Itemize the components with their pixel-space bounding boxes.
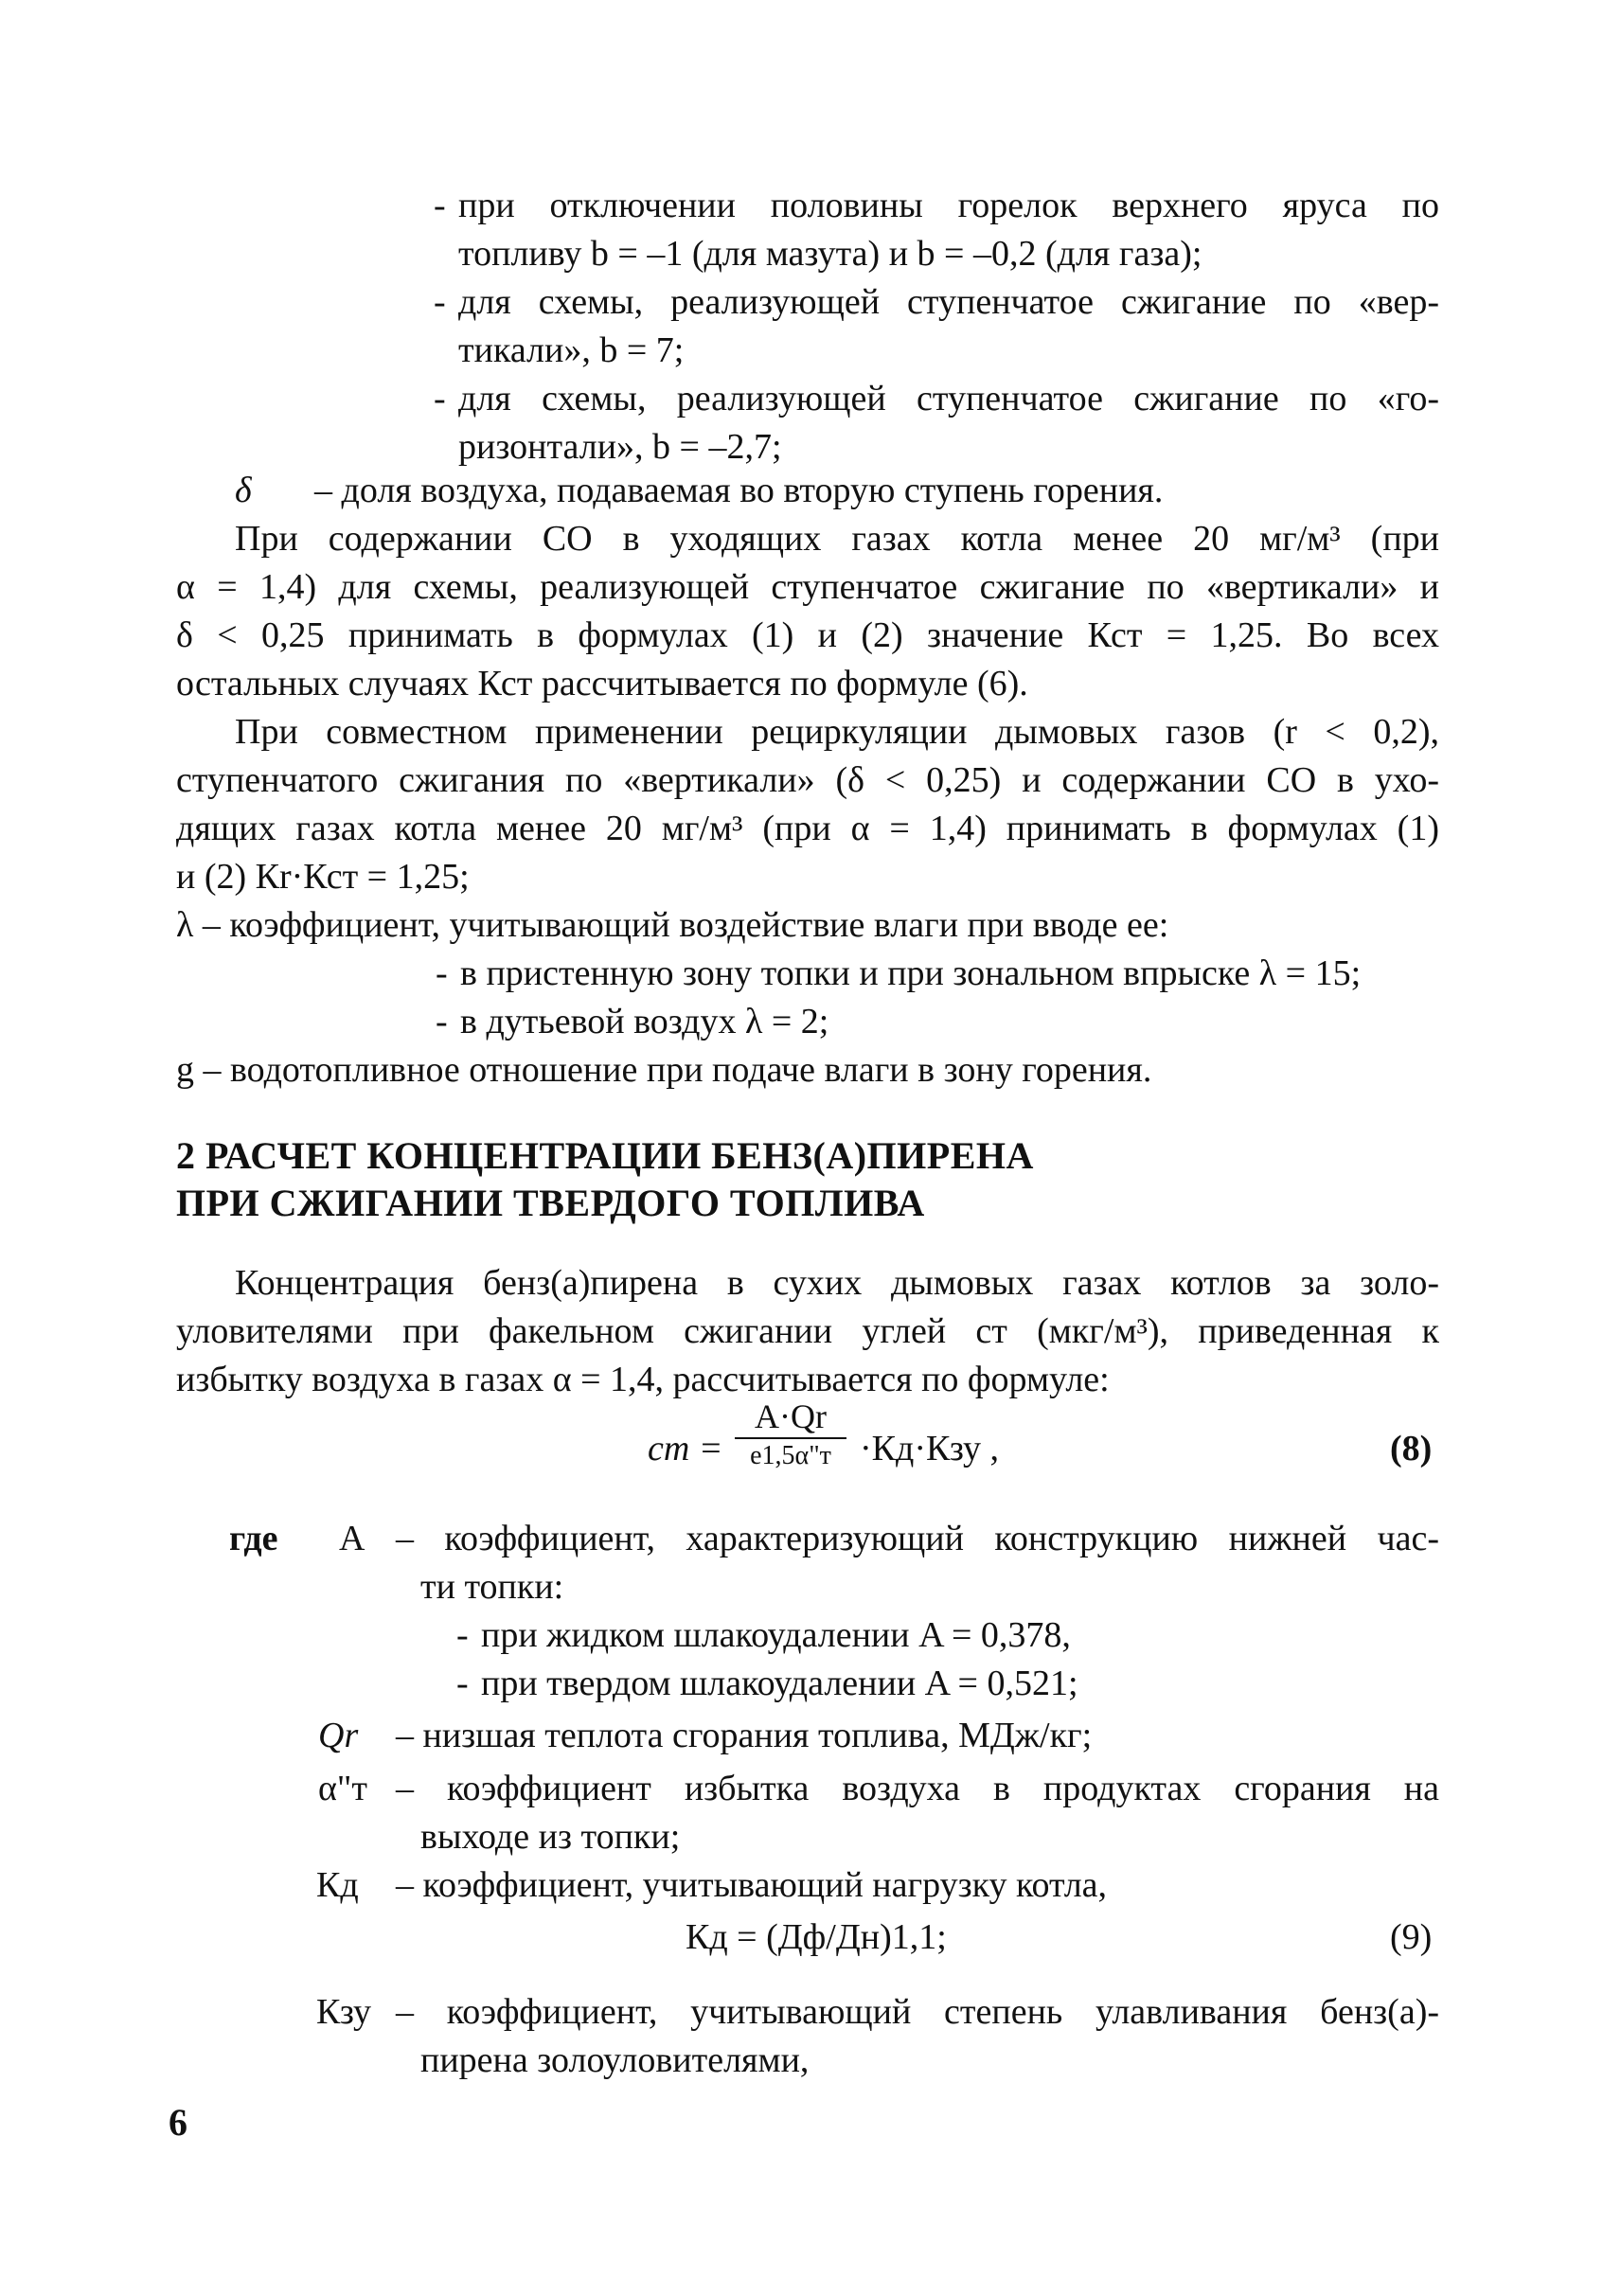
paragraph-benzapyrene (176, 1259, 1439, 1404)
bullet-item (434, 278, 1439, 375)
section-heading-line: 2 РАСЧЕТ КОНЦЕНТРАЦИИ БЕНЗ(А)ПИРЕНА (176, 1134, 1034, 1177)
bullet-dash: - (456, 1664, 469, 1703)
delta-definition: – доля воздуха, подаваемая во вторую ступень горения. (314, 471, 1164, 510)
paragraph-co-content (176, 515, 1439, 708)
A-bullet (456, 1611, 1071, 1660)
bullet-dash: - (434, 379, 446, 418)
bullet-dash: - (456, 1615, 469, 1655)
definition-line: – коэффициент избытка воздуха в продуктах сгорания на (396, 1769, 1439, 1808)
paragraph-line: дящих газах котла менее 20 мг/м³ (при α = 1,4) принимать в формулах (1) (176, 809, 1439, 848)
bullet-line: в дутьевой воздух λ = 2; (460, 1002, 829, 1041)
paragraph-line: уловителями при факельном сжигании углей cт (мкг/м³), приведенная к (176, 1311, 1439, 1351)
bullet-item (434, 182, 1439, 278)
bullet-line: для схемы, реализующей ступенчатое сжигание по «го- (458, 379, 1439, 418)
bullet-dash: - (434, 282, 446, 322)
lambda-bullet (436, 998, 829, 1046)
section-heading (176, 1132, 1034, 1227)
bullet-line: при твердом шлакоудалении A = 0,521; (481, 1664, 1078, 1703)
alpha-definition (396, 1765, 1439, 1861)
A-bullet (456, 1660, 1078, 1708)
definition-line: – коэффициент, учитывающий степень улавливания бенз(а)- (396, 1992, 1439, 2032)
Q-symbol: Qr (318, 1716, 359, 1755)
definition-line: пирена золоуловителями, (420, 2040, 810, 2080)
paragraph-line: При совместном применении рециркуляции дымовых газов (r < 0,2), (235, 712, 1439, 752)
bullet-line: топливу b = –1 (для мазута) и b = –0,2 (для газа); (458, 234, 1202, 274)
bullet-line: в пристенную зону топки и при зональном впрыске λ = 15; (460, 953, 1362, 993)
Kd-definition: – коэффициент, учитывающий нагрузку котла, (396, 1865, 1108, 1905)
bullet-dash: - (436, 953, 448, 993)
eq8-denominator: e1,5α"т (750, 1441, 831, 1470)
paragraph-recirculation (176, 708, 1439, 901)
eq9-number: (9) (1390, 1917, 1433, 1957)
g-definition: g – водотопливное отношение при подаче влаги в зону горения. (176, 1050, 1152, 1090)
eq9-formula: Кд = (Дф/Дн)1,1; (686, 1917, 947, 1957)
A-symbol: A (339, 1519, 365, 1558)
where-word: где (229, 1519, 278, 1558)
Kd-symbol: Кд (316, 1865, 359, 1905)
paragraph-line: и (2) Кr·Кст = 1,25; (176, 857, 470, 897)
bullet-item (434, 375, 1439, 472)
paragraph-line: α = 1,4) для схемы, реализующей ступенчатое сжигание по «вертикали» и (176, 567, 1439, 607)
paragraph-line: Концентрация бенз(а)пирена в сухих дымовых газах котлов за золо- (235, 1263, 1439, 1303)
bullet-line: при жидком шлакоудалении A = 0,378, (481, 1615, 1071, 1655)
definition-line: – коэффициент, характеризующий конструкцию нижней час- (396, 1519, 1439, 1558)
Q-definition: – низшая теплота сгорания топлива, МДж/кг; (396, 1716, 1093, 1755)
bullet-line: ризонтали», b = –2,7; (458, 427, 782, 467)
delta-symbol: δ (235, 471, 252, 510)
page-number: 6 (169, 2101, 187, 2144)
bullet-line: для схемы, реализующей ступенчатое сжигание по «вер- (458, 282, 1439, 322)
bullet-line: при отключении половины горелок верхнего яруса по (458, 186, 1439, 225)
alpha-symbol: α"т (318, 1769, 368, 1808)
paragraph-line: остальных случаях Кст рассчитывается по формуле (6). (176, 664, 1028, 703)
bullet-dash: - (436, 1002, 448, 1041)
A-definition (396, 1515, 1439, 1611)
Kzu-symbol: Кзу (316, 1992, 372, 2032)
bullet-line: тикали», b = 7; (458, 330, 685, 370)
eq8-fraction (729, 1397, 852, 1473)
lambda-bullet (436, 950, 1362, 998)
paragraph-line: δ < 0,25 принимать в формулах (1) и (2) значение Кст = 1,25. Во всех (176, 615, 1439, 655)
definition-line: выходе из топки; (420, 1817, 681, 1857)
section-heading-line: ПРИ СЖИГАНИИ ТВЕРДОГО ТОПЛИВА (176, 1182, 925, 1224)
paragraph-line: избытку воздуха в газах α = 1,4, рассчитывается по формуле: (176, 1360, 1110, 1399)
paragraph-line: При содержании СО в уходящих газах котла менее 20 мг/м³ (при (235, 519, 1439, 559)
definition-line: ти топки: (420, 1567, 564, 1607)
paragraph-line: ступенчатого сжигания по «вертикали» (δ < 0,25) и содержании СО в ухо- (176, 760, 1439, 800)
eq8-numerator: A·Qr (755, 1397, 827, 1435)
lambda-definition: λ – коэффициент, учитывающий воздействие влаги при вводе ее: (176, 905, 1169, 945)
eq8-lhs: cт = (648, 1429, 723, 1468)
Kzu-definition (396, 1988, 1439, 2085)
eq8-number: (8) (1390, 1429, 1433, 1468)
eq8-rhs: ·Кд·Кзу , (860, 1429, 1000, 1468)
bullet-dash: - (434, 186, 446, 225)
